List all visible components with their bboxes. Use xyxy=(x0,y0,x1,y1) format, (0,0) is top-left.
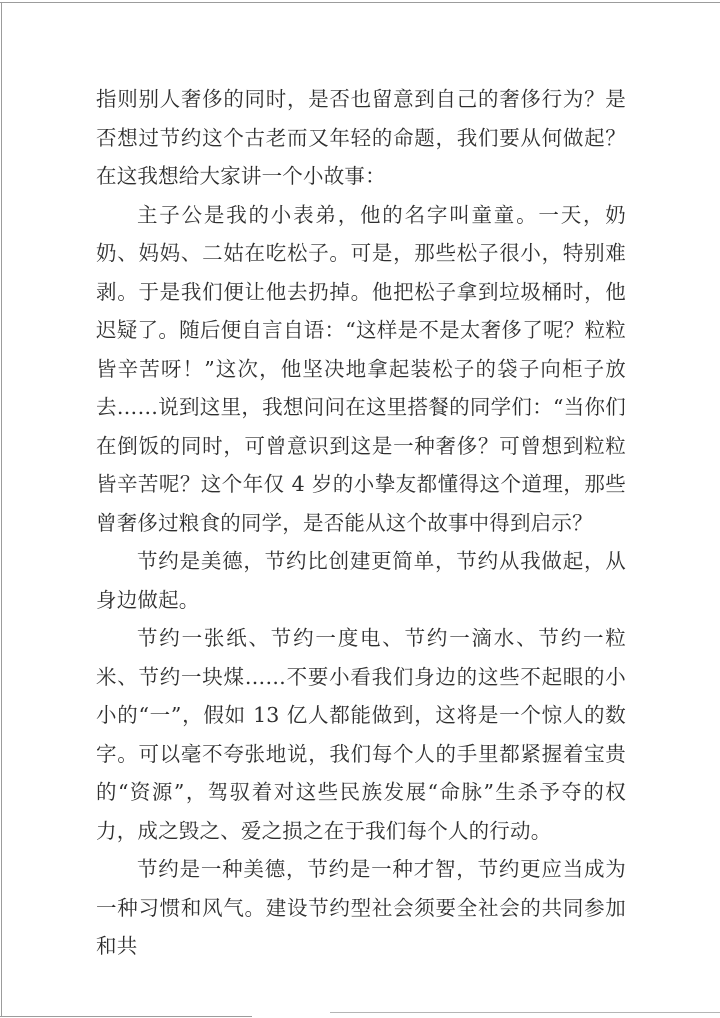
page-border-bottom-right xyxy=(330,1012,720,1013)
page-border-bottom xyxy=(0,1016,252,1017)
paragraph-5: 节约是一种美德，节约是一种才智，节约更应当成为一种习惯和风气。建设节约型社会须要全社会的共同参加和共 xyxy=(96,857,626,958)
paragraph-4: 节约一张纸、节约一度电、节约一滴水、节约一粒米、节约一块煤……不要小看我们身边的这些不起眼的小小的“一”，假如 13 亿人都能做到，这将是一个惊人的数字。可以毫不夸张地说，我们每个人的手里都紧握着宝贵的“资源”，驾驭着对这些民族发展“命脉”生杀予夺的权力，成之毁之、爱之损之在于我们每个人的行动。 xyxy=(96,626,626,843)
page-border-left xyxy=(1,2,2,1017)
document-text-body xyxy=(96,80,626,966)
paragraph-3: 节约是美德，节约比创建更简单，节约从我做起，从身边做起。 xyxy=(96,549,626,612)
paragraph-2: 主子公是我的小表弟，他的名字叫童童。一天，奶奶、妈妈、二姑在吃松子。可是，那些松子很小，特别难剥。于是我们便让他去扔掉。他把松子拿到垃圾桶时，他迟疑了。随后便自言自语：“这样是不是太奢侈了呢？粒粒皆辛苦呀！”这次，他坚决地拿起装松子的袋子向柜子放去……说到这里，我想问问在这里搭餐的同学们：“当你们在倒饭的同时，可曾意识到这是一种奢侈？可曾想到粒粒皆辛苦呢？这个年仅 4 岁的小挚友都懂得这个道理，那些曾奢侈过粮食的同学，是否能从这个故事中得到启示？ xyxy=(96,202,626,535)
page-border-top xyxy=(0,2,720,3)
paragraph-1: 指则别人奢侈的同时，是否也留意到自己的奢侈行为？是否想过节约这个古老而又年轻的命题，我们要从何做起？在这我想给大家讲一个小故事： xyxy=(96,87,626,188)
